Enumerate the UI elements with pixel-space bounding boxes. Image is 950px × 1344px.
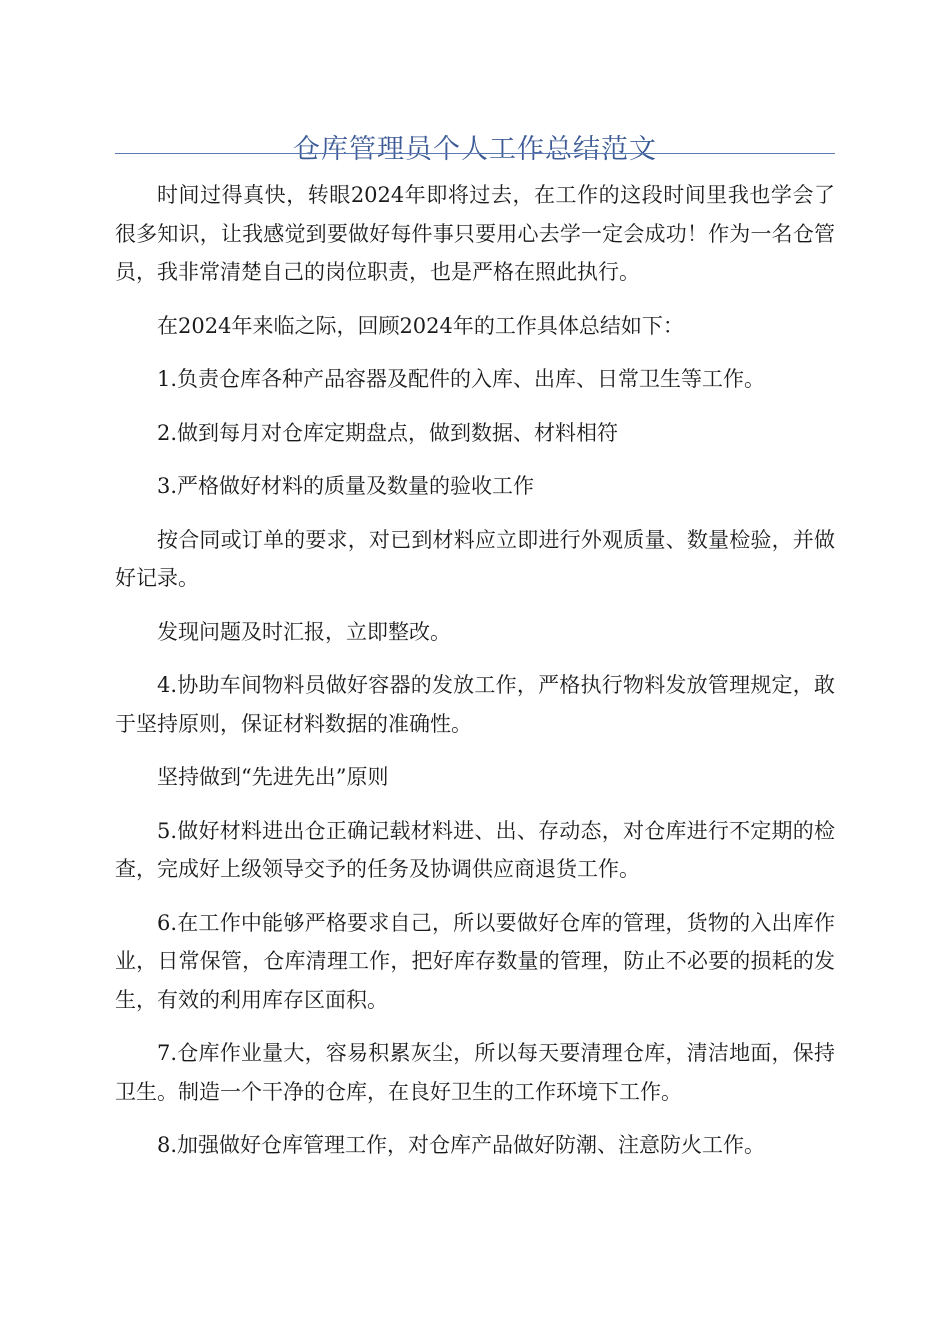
list-item-1: 1.负责仓库各种产品容器及配件的入库、出库、日常卫生等工作。 xyxy=(157,367,766,391)
list-item-2: 2.做到每月对仓库定期盘点，做到数据、材料相符 xyxy=(157,420,619,445)
paragraph-summary-lead: 在2024年来临之际，回顾2024年的工作具体总结如下： xyxy=(157,313,684,338)
paragraph-inspection: 按合同或订单的要求，对已到材料应立即进行外观质量、数量检验，并做好记录。 xyxy=(115,527,835,590)
title-underline xyxy=(115,153,835,154)
document-title: 仓库管理员个人工作总结范文 xyxy=(293,134,657,166)
list-item-6: 6.在工作中能够严格要求自己，所以要做好仓库的管理，货物的入出库作业，日常保管，仓库清理工作，把好库存数量的管理，防止不必要的损耗的发生，有效的利用库存区面积。 xyxy=(115,910,835,1012)
paragraph-intro: 时间过得真快，转眼2024年即将过去，在工作的这段时间里我也学会了很多知识，让我感觉到要做好每件事只要用心去学一定会成功！作为一名仓管员，我非常清楚自己的岗位职责，也是严格在照此执行。 xyxy=(115,183,835,284)
list-item-7: 7.仓库作业量大，容易积累灰尘，所以每天要清理仓库，清洁地面，保持卫生。制造一个干净的仓库，在良好卫生的工作环境下工作。 xyxy=(115,1041,835,1104)
list-item-5: 5.做好材料进出仓正确记载材料进、出、存动态，对仓库进行不定期的检查，完成好上级领导交予的任务及协调供应商退货工作。 xyxy=(115,818,835,881)
paragraph-fifo: 坚持做到“先进先出”原则 xyxy=(157,765,389,789)
document-body xyxy=(115,176,835,1180)
list-item-3: 3.严格做好材料的质量及数量的验收工作 xyxy=(157,474,535,498)
list-item-4: 4.协助车间物料员做好容器的发放工作，严格执行物料发放管理规定，敢于坚持原则，保证材料数据的准确性。 xyxy=(115,673,835,736)
list-item-8: 8.加强做好仓库管理工作，对仓库产品做好防潮、注意防火工作。 xyxy=(157,1133,766,1157)
paragraph-report: 发现问题及时汇报，立即整改。 xyxy=(157,619,451,644)
